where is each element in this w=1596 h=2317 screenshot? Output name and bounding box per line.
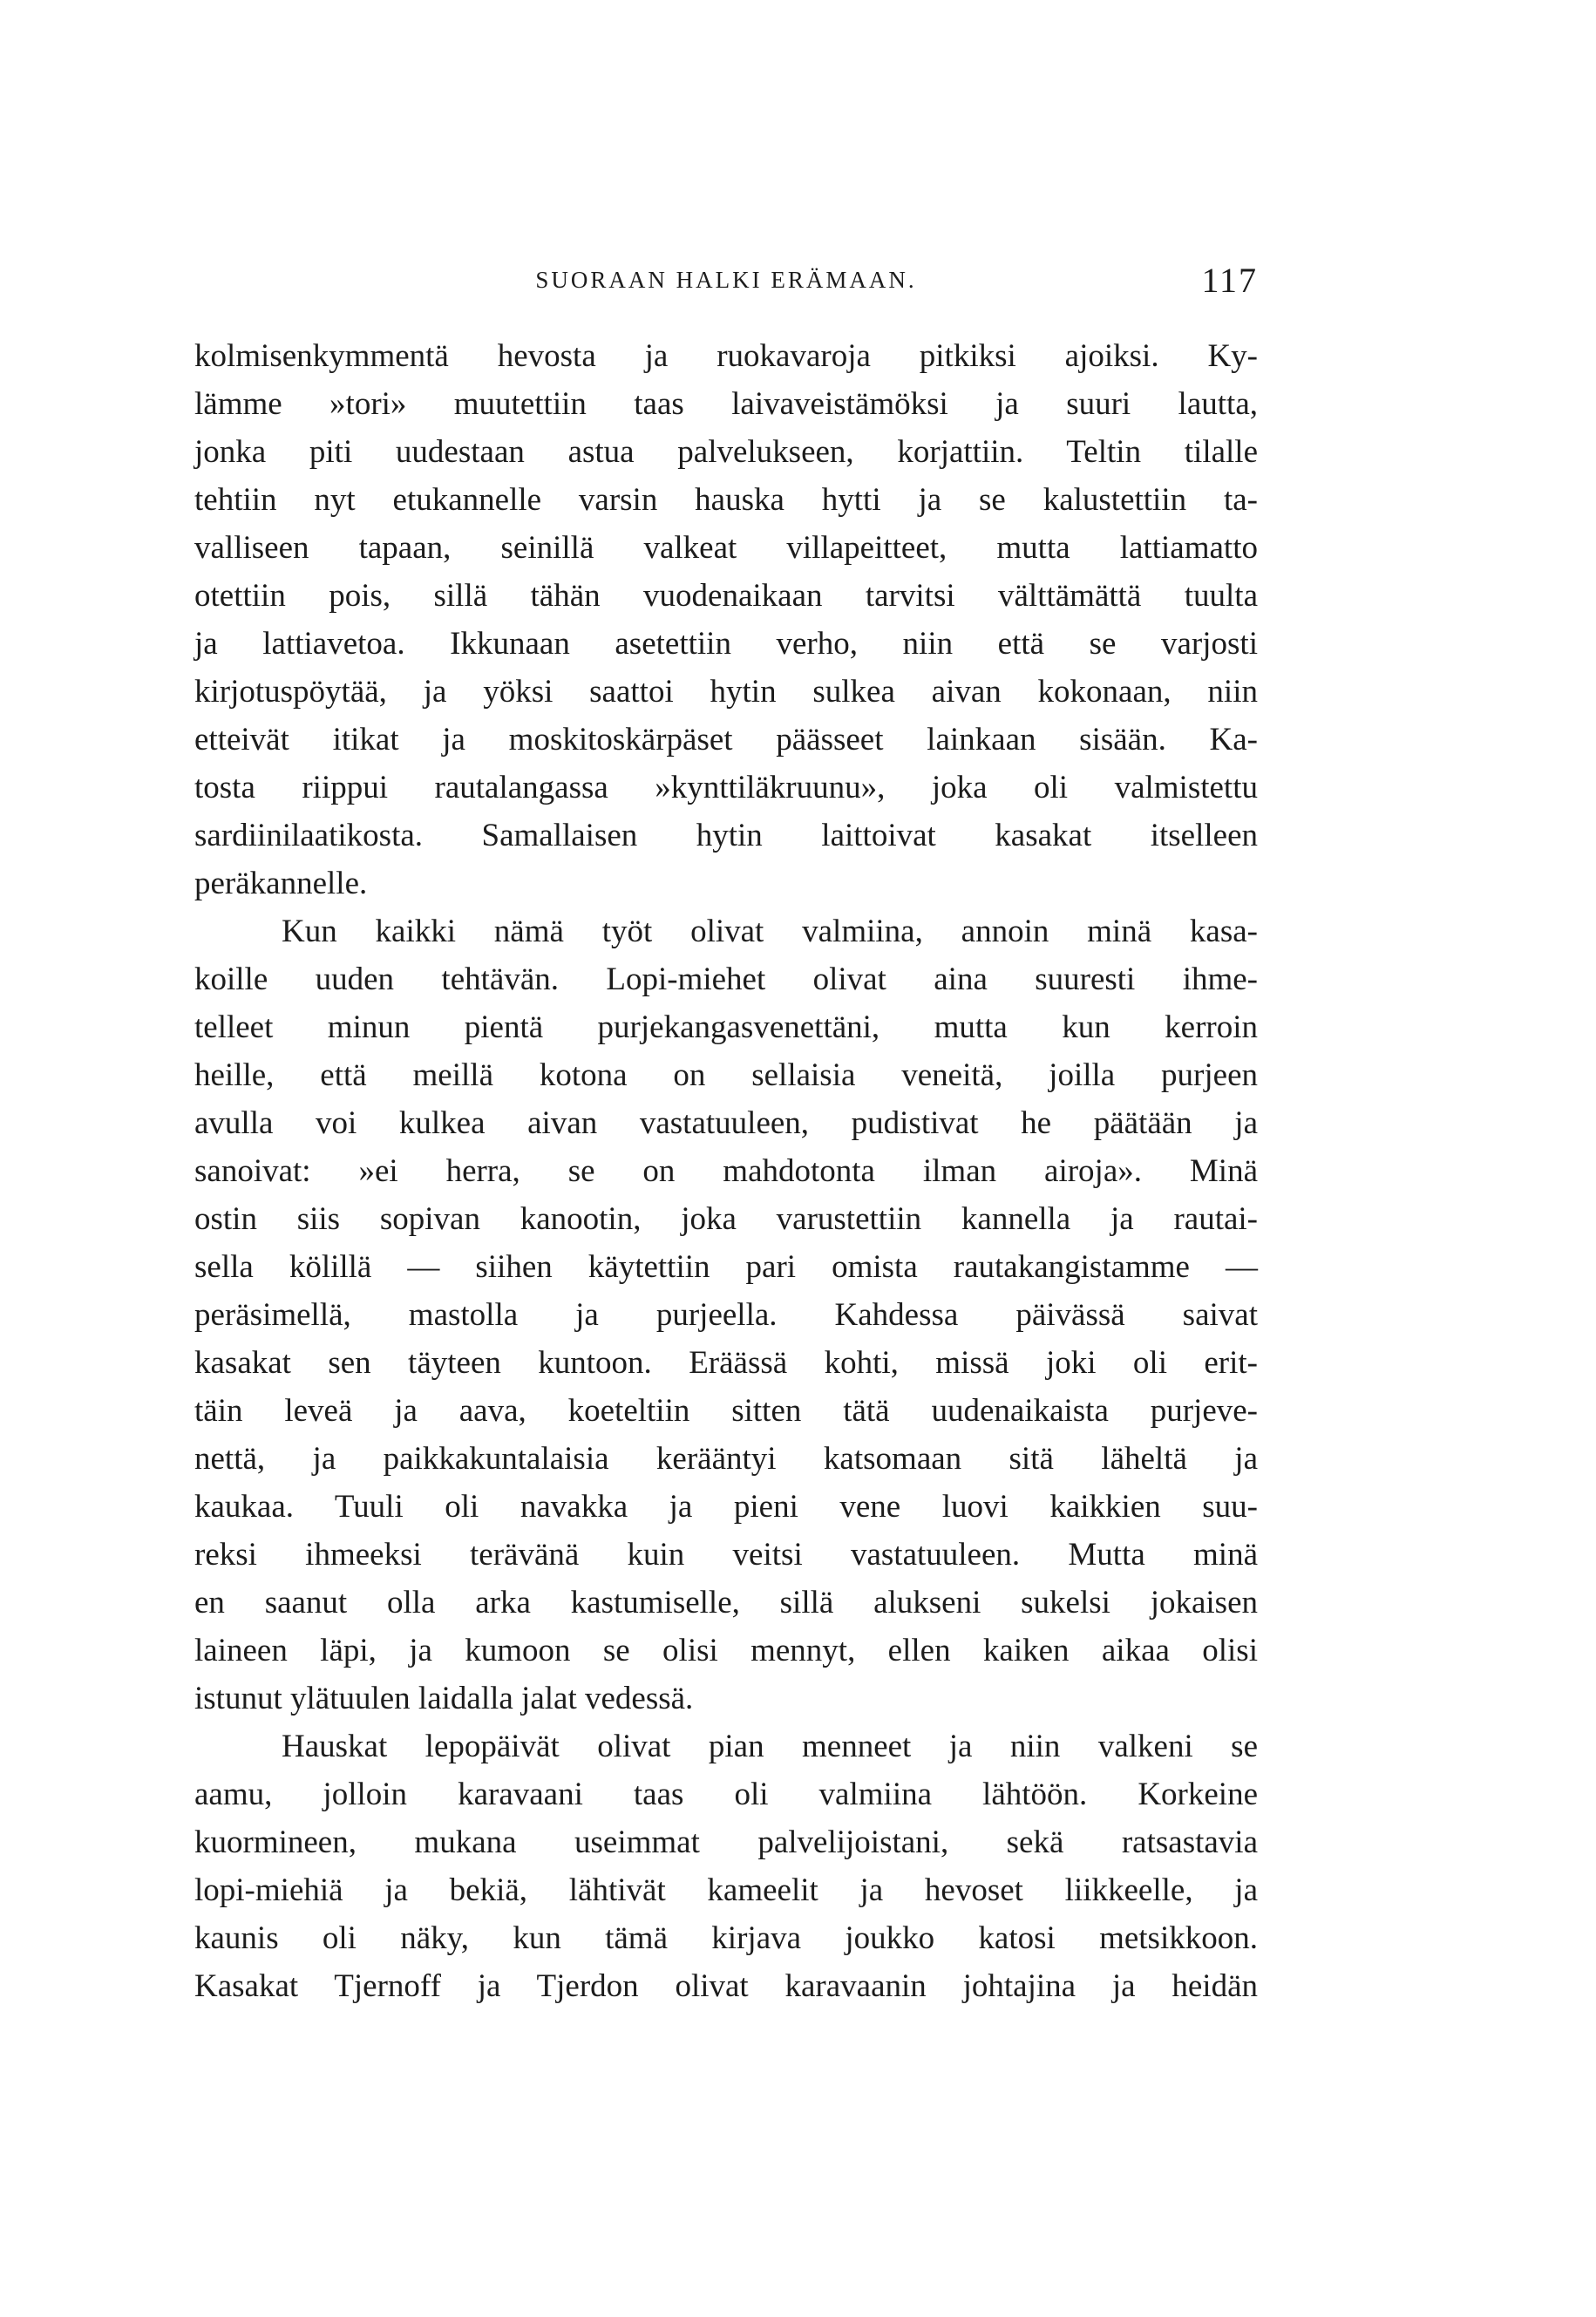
text-line: otettiin pois, sillä tähän vuodenaikaan tarvitsi välttämättä tuulta bbox=[194, 578, 1258, 614]
text-line: kasakat sen täyteen kuntoon. Eräässä kohti, missä joki oli erit- bbox=[194, 1345, 1258, 1381]
paragraph-start-line: Kun kaikki nämä työt olivat valmiina, annoin minä kasa- bbox=[282, 914, 1258, 949]
running-head bbox=[194, 260, 1258, 312]
text-line: laineen läpi, ja kumoon se olisi mennyt, ellen kaiken aikaa olisi bbox=[194, 1633, 1258, 1668]
text-line: aamu, jolloin karavaani taas oli valmiina lähtöön. Korkeine bbox=[194, 1777, 1258, 1812]
text-line: en saanut olla arka kastumiselle, sillä alukseni sukelsi jokaisen bbox=[194, 1585, 1258, 1621]
text-line: jonka piti uudestaan astua palvelukseen, korjattiin. Teltin tilalle bbox=[194, 434, 1258, 470]
text-line: kaukaa. Tuuli oli navakka ja pieni vene luovi kaikkien suu- bbox=[194, 1489, 1258, 1525]
text-line: peräsimellä, mastolla ja purjeella. Kahdessa päivässä saivat bbox=[194, 1297, 1258, 1333]
text-line: kolmisenkymmentä hevosta ja ruokavaroja pitkiksi ajoiksi. Ky- bbox=[194, 338, 1258, 374]
text-line: avulla voi kulkea aivan vastatuuleen, pudistivat he päätään ja bbox=[194, 1105, 1258, 1141]
text-line: kirjotuspöytää, ja yöksi saattoi hytin sulkea aivan kokonaan, niin bbox=[194, 674, 1258, 710]
paragraph-start-line: Hauskat lepopäivät olivat pian menneet ja niin valkeni se bbox=[282, 1729, 1258, 1764]
text-line: istunut ylätuulen laidalla jalat vedessä. bbox=[194, 1681, 694, 1716]
text-line: kaunis oli näky, kun tämä kirjava joukko katosi metsikkoon. bbox=[194, 1920, 1258, 1956]
text-line: valliseen tapaan, seinillä valkeat villapeitteet, mutta lattiamatto bbox=[194, 530, 1258, 566]
text-line: telleet minun pientä purjekangasvenettäni, mutta kun kerroin bbox=[194, 1009, 1258, 1045]
page-number: 117 bbox=[1201, 261, 1258, 300]
text-line: lämme »tori» muutettiin taas laivaveistämöksi ja suuri lautta, bbox=[194, 386, 1258, 422]
text-line: ostin siis sopivan kanootin, joka varustettiin kannella ja rautai- bbox=[194, 1201, 1258, 1237]
body-text bbox=[194, 332, 1258, 2010]
text-line: reksi ihmeeksi terävänä kuin veitsi vastatuuleen. Mutta minä bbox=[194, 1537, 1258, 1573]
text-line: nettä, ja paikkakuntalaisia kerääntyi katsomaan sitä läheltä ja bbox=[194, 1441, 1258, 1477]
text-line: täin leveä ja aava, koeteltiin sitten tätä uudenaikaista purjeve- bbox=[194, 1393, 1258, 1429]
text-line: tehtiin nyt etukannelle varsin hauska hytti ja se kalustettiin ta- bbox=[194, 482, 1258, 518]
text-line: koille uuden tehtävän. Lopi-miehet olivat aina suuresti ihme- bbox=[194, 961, 1258, 997]
text-line: sardiinilaatikosta. Samallaisen hytin laittoivat kasakat itselleen bbox=[194, 818, 1258, 853]
text-line: kuormineen, mukana useimmat palvelijoistani, sekä ratsastavia bbox=[194, 1824, 1258, 1860]
text-line: tosta riippui rautalangassa »kynttiläkruunu», joka oli valmistettu bbox=[194, 770, 1258, 805]
text-line: ja lattiavetoa. Ikkunaan asetettiin verho, niin että se varjosti bbox=[194, 626, 1258, 662]
text-line: Kasakat Tjernoff ja Tjerdon olivat karavaanin johtajina ja heidän bbox=[194, 1968, 1258, 2004]
text-line: lopi-miehiä ja bekiä, lähtivät kameelit ja hevoset liikkeelle, ja bbox=[194, 1872, 1258, 1908]
text-line: sanoivat: »ei herra, se on mahdotonta ilman airoja». Minä bbox=[194, 1153, 1258, 1189]
running-title: SUORAAN HALKI ERÄMAAN. bbox=[535, 267, 917, 293]
text-line: etteivät itikat ja moskitoskärpäset päässeet lainkaan sisään. Ka- bbox=[194, 722, 1258, 758]
text-line: heille, että meillä kotona on sellaisia veneitä, joilla purjeen bbox=[194, 1057, 1258, 1093]
text-line: sella kölillä — siihen käytettiin pari omista rautakangistamme — bbox=[194, 1249, 1258, 1285]
text-line: peräkannelle. bbox=[194, 866, 368, 901]
